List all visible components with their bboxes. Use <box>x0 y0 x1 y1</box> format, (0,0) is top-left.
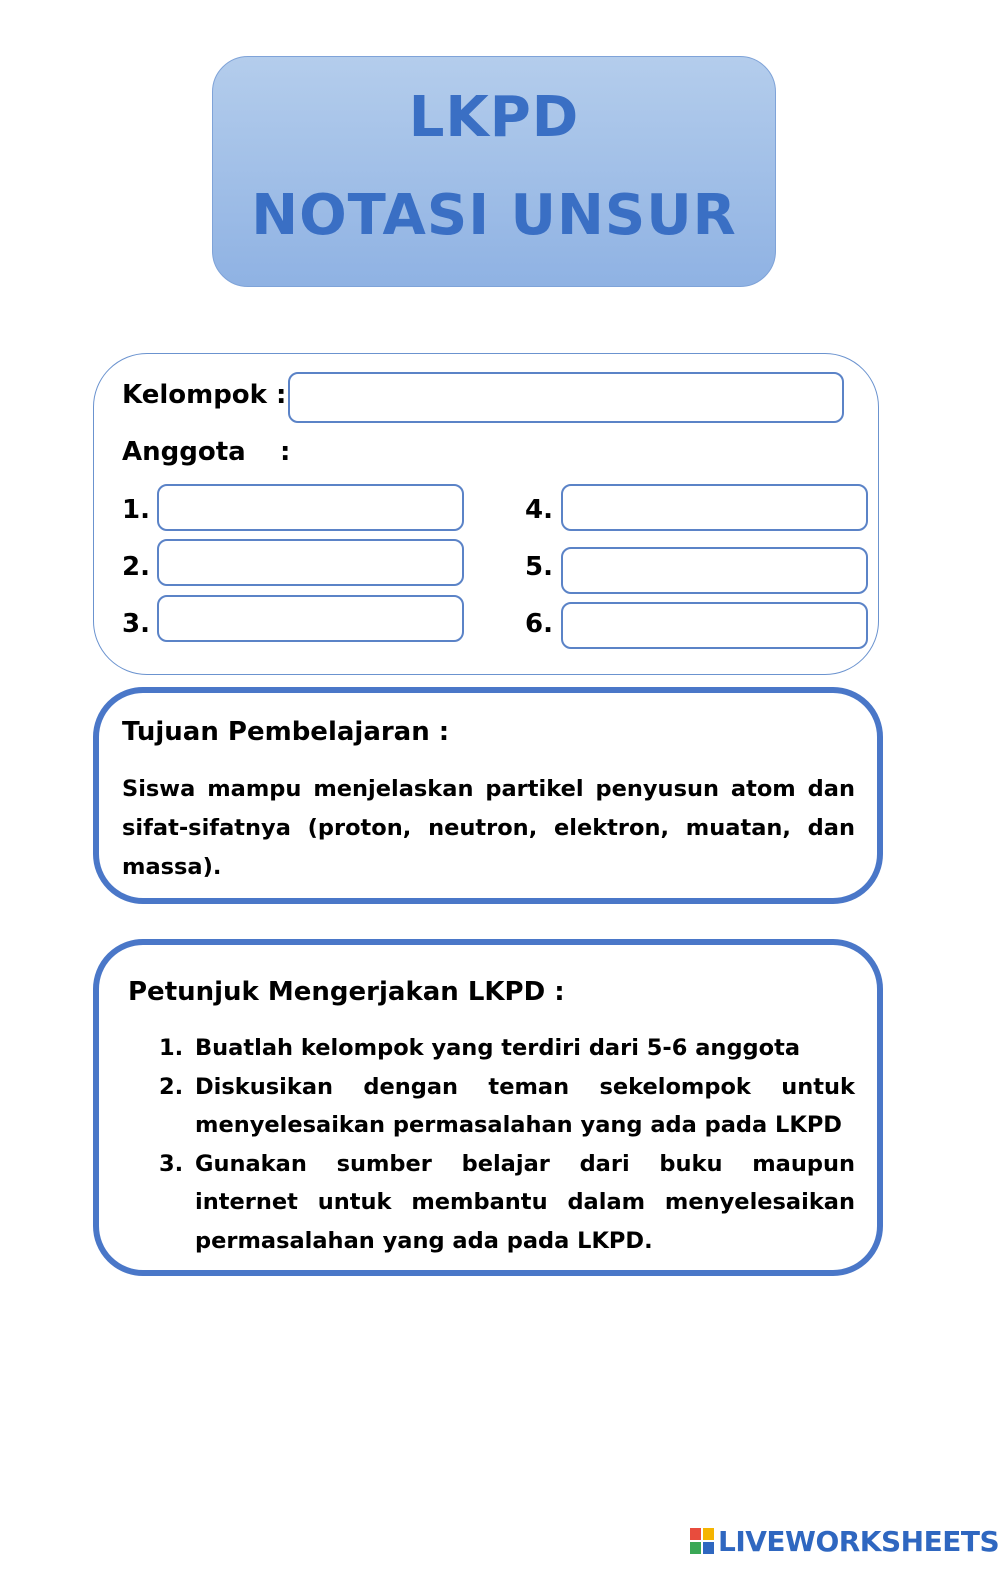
anggota-colon: : <box>280 437 291 467</box>
step-number: 3. <box>159 1150 184 1177</box>
instruction-step-1 <box>159 1029 855 1068</box>
objective-heading: Tujuan Pembelajaran : <box>122 717 450 747</box>
instruction-step-2 <box>159 1068 855 1145</box>
instructions-list <box>159 1029 855 1260</box>
step-number: 2. <box>159 1073 184 1100</box>
instructions-heading: Petunjuk Mengerjakan LKPD : <box>128 977 565 1007</box>
instruction-step-3 <box>159 1145 855 1261</box>
step-text: Buatlah kelompok yang terdiri dari 5-6 anggota <box>195 1035 801 1061</box>
title-line-2: NOTASI UNSUR <box>251 183 737 248</box>
member-number-4: 4. <box>525 495 553 525</box>
member-number-6: 6. <box>525 609 553 639</box>
member-number-1: 1. <box>122 495 150 525</box>
member-input-2[interactable] <box>157 539 464 586</box>
member-input-4[interactable] <box>561 484 868 531</box>
member-input-5[interactable] <box>561 547 868 594</box>
step-text: Diskusikan dengan teman sekelompok untuk menyelesaikan permasalahan yang ada pada LKPD <box>195 1073 855 1138</box>
instructions-card <box>93 939 883 1276</box>
member-input-6[interactable] <box>561 602 868 649</box>
title-banner <box>212 56 776 287</box>
step-number: 1. <box>159 1035 184 1061</box>
liveworksheets-logo-icon <box>690 1528 714 1554</box>
member-number-5: 5. <box>525 552 553 582</box>
member-number-2: 2. <box>122 552 150 582</box>
step-text: Gunakan sumber belajar dari buku maupun internet untuk membantu dalam menyelesaikan permasalahan yang ada pada LKPD. <box>195 1150 855 1254</box>
title-line-1: LKPD <box>408 85 580 150</box>
brand-text: LIVEWORKSHEETS <box>718 1524 1000 1558</box>
member-number-3: 3. <box>122 609 150 639</box>
liveworksheets-brand[interactable] <box>690 1524 999 1558</box>
objective-text: Siswa mampu menjelaskan partikel penyusun atom dan sifat-sifatnya (proton, neutron, elektron, muatan, dan massa). <box>122 776 855 880</box>
objective-card <box>93 687 883 904</box>
member-input-3[interactable] <box>157 595 464 642</box>
member-input-1[interactable] <box>157 484 464 531</box>
kelompok-label: Kelompok : <box>122 380 287 410</box>
anggota-label: Anggota <box>122 437 246 467</box>
kelompok-input[interactable] <box>288 372 844 423</box>
